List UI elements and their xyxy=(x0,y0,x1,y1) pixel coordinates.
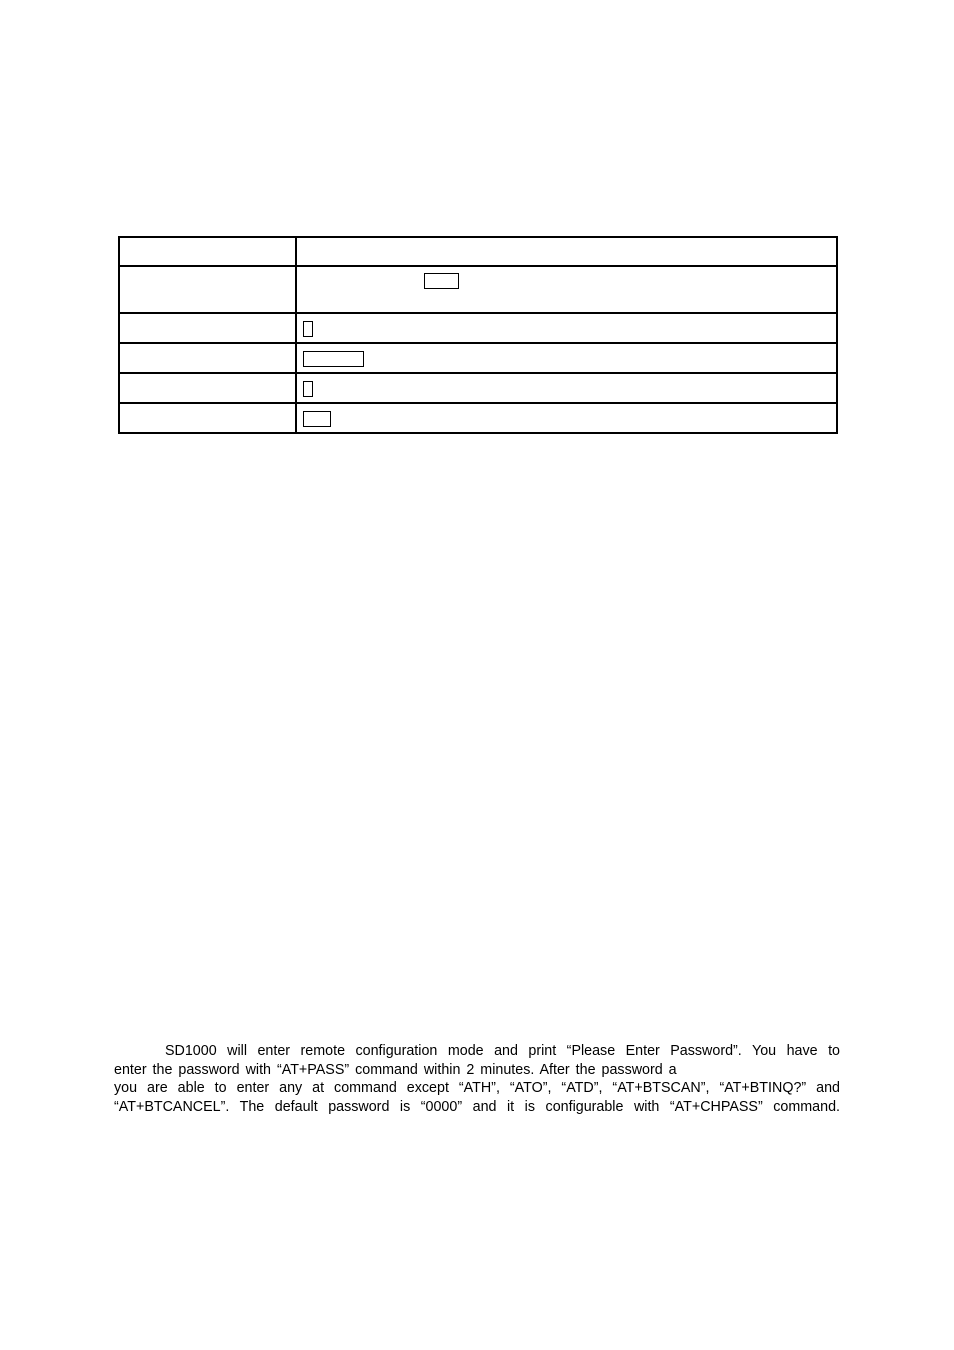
table-row xyxy=(119,266,837,313)
placeholder-box xyxy=(424,273,459,289)
paragraph-line: SD1000 will enter remote configuration mode and print “Please Enter Password”. You have to xyxy=(165,1043,840,1059)
placeholder-box xyxy=(303,381,313,397)
placeholder-box xyxy=(303,351,364,367)
table-cell-value xyxy=(296,313,837,343)
table-cell-label xyxy=(119,403,296,433)
table-row xyxy=(119,403,837,433)
table-cell-label xyxy=(119,266,296,313)
table-row xyxy=(119,373,837,403)
table-cell-label xyxy=(119,237,296,266)
table-cell-label xyxy=(119,313,296,343)
table-row xyxy=(119,343,837,373)
table-cell-value xyxy=(296,373,837,403)
remote-config-paragraph xyxy=(114,1042,840,1116)
table-cell-value xyxy=(296,266,837,313)
placeholder-box xyxy=(303,321,313,337)
table-cell-value xyxy=(296,343,837,373)
command-table xyxy=(118,236,838,434)
table-cell-label xyxy=(119,343,296,373)
table-cell-label xyxy=(119,373,296,403)
paragraph-line: you are able to enter any at command except “ATH”, “ATO”, “ATD”, “AT+BTSCAN”, “AT+BTINQ?” and xyxy=(114,1080,840,1096)
paragraph-line: “AT+BTCANCEL”. The default password is “0000” and it is configurable with “AT+CHPASS” command. xyxy=(114,1098,840,1115)
table-row xyxy=(119,237,837,266)
table-cell-value xyxy=(296,403,837,433)
placeholder-box xyxy=(303,411,331,427)
paragraph-line: enter the password with “AT+PASS” command within 2 minutes. After the password a xyxy=(114,1061,677,1078)
table-cell-value xyxy=(296,237,837,266)
table-row xyxy=(119,313,837,343)
